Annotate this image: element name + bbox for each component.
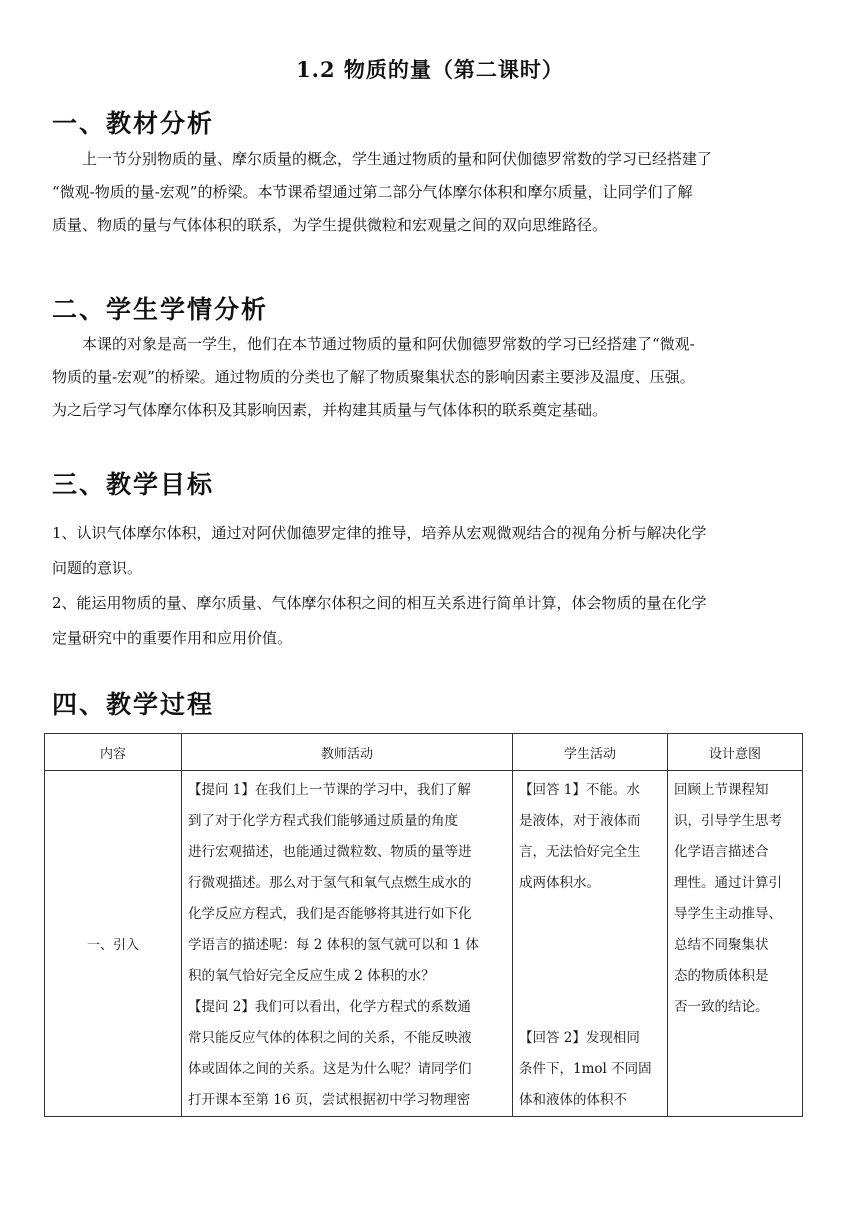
cell-line: 【回答 2】发现相同 (519, 1030, 640, 1046)
paragraph-line: 为之后学习气体摩尔体积及其影响因素，并构建其质量与气体体积的联系奠定基础。 (52, 401, 608, 419)
section-body-textbook-analysis (52, 143, 810, 242)
cell-line: 积的氧气恰好完全反应生成 2 体积的水？ (188, 968, 435, 984)
cell-line: 理性。通过计算引 (674, 875, 782, 891)
cell-line: 是液体，对于液体而 (519, 813, 641, 829)
cell-line: 态的物质体积是 (674, 968, 769, 984)
cell-line: 总结不同聚集状 (674, 937, 769, 953)
table-header-student: 学生活动 (513, 734, 668, 771)
cell-content-text: 一、引入 (86, 938, 139, 953)
paragraph-line: 定量研究中的重要作用和应用价值。 (52, 629, 293, 647)
section-heading-student-analysis: 二、学生学情分析 (52, 295, 269, 324)
paragraph-line: 上一节分别物质的量、摩尔质量的概念，学生通过物质的量和阿伏伽德罗常数的学习已经搭建了 (52, 150, 713, 168)
cell-line (519, 992, 661, 1023)
cell-line: 进行宏观描述，也能通过微粒数、物质的量等进 (188, 844, 472, 860)
section-body-teaching-goals (52, 516, 810, 656)
paragraph-line: “微观-物质的量-宏观”的桥梁。本节课希望通过第二部分气体摩尔体积和摩尔质量，让同学们了解 (52, 183, 693, 201)
cell-line (519, 899, 661, 930)
cell-design-intent (668, 771, 803, 1117)
table-header-intent: 设计意图 (668, 734, 803, 771)
section-body-student-analysis (52, 328, 810, 427)
cell-line: 化学语言描述合 (674, 844, 769, 860)
page-title: 1.2 物质的量（第二课时） (296, 57, 564, 82)
paragraph-line: 本课的对象是高一学生，他们在本节通过物质的量和阿伏伽德罗常数的学习已经搭建了“微观- (52, 335, 695, 353)
table-header-row (45, 734, 803, 771)
cell-line: 否一致的结论。 (674, 999, 769, 1015)
cell-student-activity (513, 771, 668, 1117)
teaching-process-table (44, 733, 803, 1117)
cell-line: 【提问 2】我们可以看出，化学方程式的系数通 (188, 999, 471, 1015)
section-heading-teaching-goals: 三、教学目标 (52, 470, 215, 499)
cell-line: 识，引导学生思考 (674, 813, 782, 829)
cell-line: 回顾上节课程知 (674, 782, 769, 798)
cell-line: 体或固体之间的关系。这是为什么呢？请同学们 (188, 1061, 472, 1077)
cell-line (519, 930, 661, 961)
cell-line: 【提问 1】在我们上一节课的学习中，我们了解 (188, 782, 471, 798)
paragraph-line: 质量、物质的量与气体体积的联系，为学生提供微粒和宏观量之间的双向思维路径。 (52, 216, 608, 234)
cell-line (519, 961, 661, 992)
cell-line: 行微观描述。那么对于氢气和氧气点燃生成水的 (188, 875, 472, 891)
section-heading-textbook-analysis: 一、教材分析 (52, 109, 215, 138)
cell-line: 条件下，1mol 不同固 (519, 1061, 652, 1077)
table-header-content: 内容 (45, 734, 182, 771)
cell-line: 【回答 1】不能。水 (519, 782, 640, 798)
paragraph-line: 1、认识气体摩尔体积，通过对阿伏伽德罗定律的推导，培养从宏观微观结合的视角分析与解决化学 (52, 524, 707, 542)
cell-line: 常只能反应气体的体积之间的关系，不能反映液 (188, 1030, 472, 1046)
section-heading-teaching-process: 四、教学过程 (52, 690, 215, 719)
cell-line: 言，无法恰好完全生 (519, 844, 641, 860)
paragraph-line: 问题的意识。 (52, 559, 143, 577)
table-row (45, 771, 803, 1117)
paragraph-line: 物质的量-宏观”的桥梁。通过物质的分类也了解了物质聚集状态的影响因素主要涉及温度、压强。 (52, 368, 695, 386)
cell-content (45, 771, 182, 1117)
cell-line: 导学生主动推导、 (674, 906, 782, 922)
cell-line: 成两体积水。 (519, 875, 600, 891)
cell-line: 打开课本至第 16 页，尝试根据初中学习物理密 (188, 1092, 471, 1108)
paragraph-line: 2、能运用物质的量、摩尔质量、气体摩尔体积之间的相互关系进行简单计算，体会物质的量在化学 (52, 594, 707, 612)
table-header-teacher: 教师活动 (182, 734, 513, 771)
cell-line: 到了对于化学方程式我们能够通过质量的角度 (188, 813, 458, 829)
cell-line: 化学反应方程式，我们是否能够将其进行如下化 (188, 906, 472, 922)
cell-line: 体和液体的体积不 (519, 1092, 627, 1108)
cell-teacher-activity (182, 771, 513, 1117)
cell-line: 学语言的描述呢：每 2 体积的氢气就可以和 1 体 (188, 937, 479, 953)
